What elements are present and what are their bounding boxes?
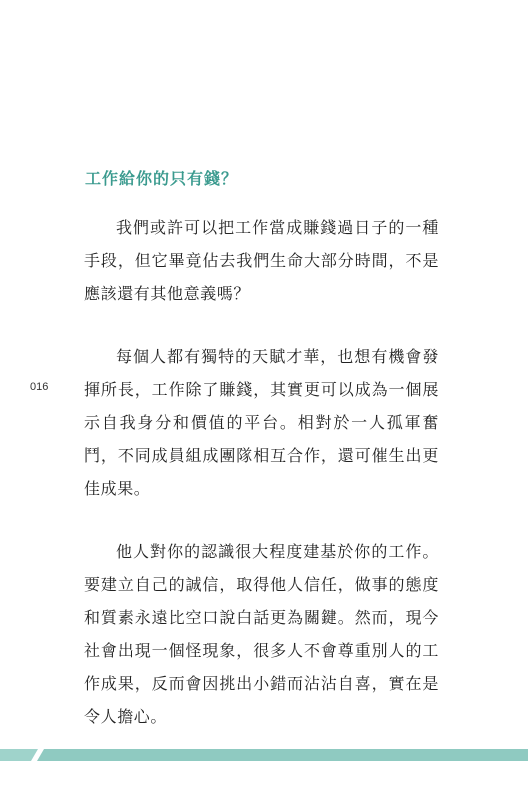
paragraph-2: 每個人都有獨特的天賦才華，也想有機會發揮所長，工作除了賺錢，其實更可以成為一個展示自我身分和價值的平台。相對於一人孤軍奮鬥，不同成員組成團隊相互合作，還可催生出更佳成果。 (84, 347, 439, 498)
paragraph-3: 他人對你的認識很大程度建基於你的工作。要建立自己的誠信，取得他人信任，做事的態度和質素永遠比空口說白話更為關鍵。然而，現今社會出現一個怪現象，很多人不會尊重別人的工作成果，反而會因挑出小錯而沾沾自喜，實在是令人擔心。 (84, 542, 439, 726)
body-text (84, 211, 439, 763)
page-number: 016 (30, 381, 49, 393)
footer-band-right-segment (37, 749, 528, 761)
decorative-footer-band (0, 749, 528, 761)
section-heading: 工作給你的只有錢？ (85, 169, 239, 188)
paragraph-1: 我們或許可以把工作當成賺錢過日子的一種手段，但它畢竟佔去我們生命大部分時間，不是應該還有其他意義嗎？ (84, 218, 439, 303)
footer-band-left-segment (0, 749, 38, 761)
